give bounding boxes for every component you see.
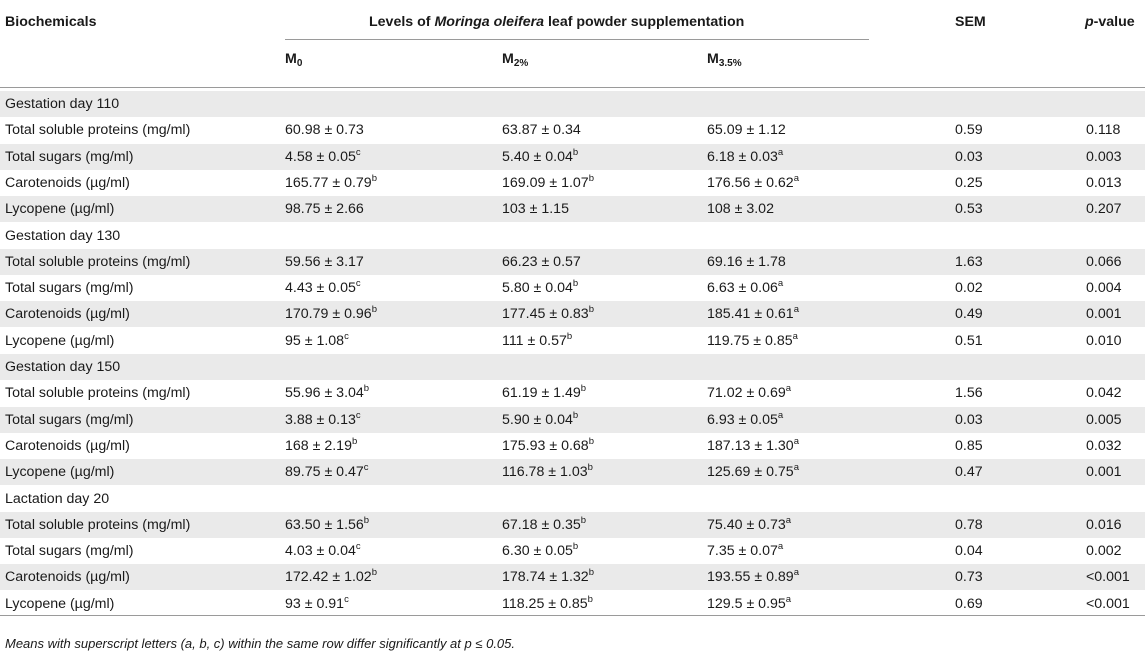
cell-pvalue (1086, 380, 1122, 406)
cell-pvalue-value: <0.001 (1086, 595, 1130, 612)
cell-biochemical-value: Carotenoids (µg/ml) (5, 437, 130, 454)
table-bottom-rule (0, 615, 1145, 616)
cell-sem (955, 328, 983, 354)
cell-biochemical-value: Total sugars (mg/ml) (5, 148, 134, 165)
cell-m2-superscript: b (588, 567, 594, 579)
cell-m35 (707, 196, 774, 222)
cell-m35-value: 176.56 ± 0.62 (707, 174, 794, 191)
cell-biochemical-value: Carotenoids (µg/ml) (5, 569, 130, 586)
cell-m0-superscript: c (344, 330, 349, 342)
cell-m35 (707, 512, 791, 538)
header-pvalue (1085, 14, 1135, 30)
cell-m35 (707, 328, 798, 354)
header-sem: SEM (955, 14, 986, 30)
cell-pvalue-value: 0.066 (1086, 253, 1122, 270)
cell-m35-superscript: a (793, 567, 799, 579)
cell-m0-superscript: c (355, 146, 361, 158)
cell-m2-superscript: b (588, 435, 594, 447)
cell-m2-superscript: b (580, 383, 587, 395)
cell-m2-superscript: b (588, 304, 594, 316)
cell-sem (955, 512, 983, 538)
cell-m0 (285, 564, 377, 590)
table-row (0, 117, 1145, 143)
cell-sem-value: 0.49 (955, 306, 983, 323)
cell-m2-value: 103 ± 1.15 (502, 201, 569, 218)
cell-m2 (502, 196, 569, 222)
cell-m35 (707, 407, 783, 433)
cell-biochemical-value: Carotenoids (µg/ml) (5, 174, 130, 191)
cell-pvalue (1086, 117, 1120, 143)
cell-m35-superscript: a (777, 541, 784, 553)
cell-m0-superscript: b (371, 304, 377, 316)
cell-m2 (502, 170, 594, 196)
section-label: Lactation day 20 (5, 490, 110, 507)
cell-m0-value: 63.50 ± 1.56 (285, 516, 364, 533)
table-footnote: Means with superscript letters (a, b, c) within the same row differ significantly at p ≤ 0.05. (5, 636, 516, 651)
cell-sem (955, 196, 983, 222)
table-row (0, 380, 1145, 406)
cell-m2 (502, 328, 572, 354)
cell-m35 (707, 249, 786, 275)
cell-sem (955, 117, 983, 143)
cell-m0-superscript: b (371, 172, 377, 184)
header-pvalue-suffix: -value (1093, 14, 1135, 30)
cell-sem-value: 0.04 (955, 543, 983, 560)
cell-biochemical (5, 249, 190, 275)
cell-m35-superscript: a (793, 435, 799, 447)
cell-m0-value: 95 ± 1.08 (285, 332, 345, 349)
header-m35 (707, 51, 742, 67)
cell-sem-value: 0.03 (955, 148, 983, 165)
cell-m0-value: 172.42 ± 1.02 (285, 569, 372, 586)
cell-pvalue-value: 0.004 (1086, 280, 1122, 297)
cell-m2 (502, 117, 581, 143)
cell-pvalue (1086, 275, 1122, 301)
cell-sem (955, 564, 983, 590)
cell-biochemical (5, 275, 134, 301)
cell-m35-value: 65.09 ± 1.12 (707, 122, 786, 139)
cell-m2-value: 178.74 ± 1.32 (502, 569, 589, 586)
cell-m2-superscript: b (572, 278, 579, 290)
cell-m35-superscript: a (785, 383, 792, 395)
cell-sem-value: 0.51 (955, 332, 983, 349)
cell-m35-value: 75.40 ± 0.73 (707, 516, 786, 533)
cell-m2 (502, 591, 593, 617)
cell-m35 (707, 117, 786, 143)
header-group-species: Moringa oleifera (434, 14, 545, 30)
cell-sem-value: 0.47 (955, 464, 983, 481)
cell-sem (955, 591, 983, 617)
cell-biochemical (5, 407, 134, 433)
section-label: Gestation day 110 (5, 96, 120, 112)
cell-pvalue-value: <0.001 (1086, 569, 1130, 586)
cell-m0 (285, 407, 361, 433)
cell-sem (955, 380, 983, 406)
cell-m0-value: 168 ± 2.19 (285, 437, 352, 454)
cell-m2-value: 111 ± 0.57 (502, 332, 567, 349)
cell-m0-superscript: c (355, 409, 361, 421)
cell-biochemical-value: Total soluble proteins (mg/ml) (5, 516, 191, 533)
cell-m2-superscript: b (580, 514, 587, 526)
cell-pvalue (1086, 433, 1122, 459)
header-bottom-rule (0, 87, 1145, 88)
cell-m35-value: 6.93 ± 0.05 (707, 411, 778, 428)
cell-m2 (502, 564, 594, 590)
cell-biochemical (5, 459, 114, 485)
cell-sem-value: 0.69 (955, 595, 983, 612)
cell-m35 (707, 380, 791, 406)
cell-m2 (502, 512, 586, 538)
cell-m0-value: 89.75 ± 0.47 (285, 464, 364, 481)
cell-pvalue (1086, 301, 1122, 327)
cell-sem-value: 0.53 (955, 201, 983, 218)
cell-pvalue (1086, 407, 1122, 433)
cell-m35-value: 6.63 ± 0.06 (707, 280, 778, 297)
cell-m35-value: 119.75 ± 0.85 (707, 332, 793, 349)
cell-pvalue (1086, 591, 1130, 617)
section-row (0, 486, 1145, 512)
cell-pvalue (1086, 459, 1122, 485)
cell-pvalue (1086, 538, 1122, 564)
cell-biochemical (5, 117, 190, 143)
cell-m2-superscript: b (587, 462, 593, 474)
cell-m2-value: 5.40 ± 0.04 (502, 148, 573, 165)
cell-m0-superscript: b (351, 435, 358, 447)
cell-pvalue (1086, 196, 1122, 222)
cell-sem-value: 0.85 (955, 437, 983, 454)
cell-sem (955, 433, 983, 459)
cell-pvalue-value: 0.016 (1086, 516, 1122, 533)
cell-m0-value: 93 ± 0.91 (285, 595, 345, 612)
cell-m2-superscript: b (572, 146, 579, 158)
cell-biochemical (5, 538, 134, 564)
cell-m35-value: 7.35 ± 0.07 (707, 543, 778, 560)
cell-m0-value: 59.56 ± 3.17 (285, 253, 364, 270)
header-group-prefix: Levels of (369, 14, 435, 30)
cell-m2-value: 177.45 ± 0.83 (502, 306, 589, 323)
table-row (0, 328, 1145, 354)
cell-biochemical (5, 301, 130, 327)
table-row (0, 301, 1145, 327)
table-row (0, 512, 1145, 538)
section-row (0, 223, 1145, 249)
cell-m0-value: 4.58 ± 0.05 (285, 148, 356, 165)
cell-m2-value: 61.19 ± 1.49 (502, 385, 581, 402)
cell-m35-superscript: a (777, 278, 784, 290)
cell-m35-value: 71.02 ± 0.69 (707, 385, 786, 402)
cell-sem (955, 459, 983, 485)
cell-m35 (707, 564, 799, 590)
group-header-rule (285, 39, 869, 40)
cell-biochemical-value: Total soluble proteins (mg/ml) (5, 253, 191, 270)
cell-m0 (285, 328, 349, 354)
header-m2-sub: 2% (513, 58, 529, 69)
cell-sem (955, 275, 983, 301)
cell-m2 (502, 249, 581, 275)
cell-m2-value: 66.23 ± 0.57 (502, 253, 581, 270)
cell-m0-superscript: b (363, 514, 370, 526)
cell-pvalue-value: 0.003 (1086, 148, 1122, 165)
cell-m35-superscript: a (777, 409, 784, 421)
cell-m35-value: 6.18 ± 0.03 (707, 148, 778, 165)
cell-m2 (502, 459, 593, 485)
cell-sem-value: 0.03 (955, 411, 983, 428)
cell-pvalue (1086, 512, 1122, 538)
cell-m35 (707, 538, 783, 564)
cell-m2 (502, 144, 578, 170)
cell-pvalue-value: 0.001 (1086, 464, 1122, 481)
cell-m0-superscript: c (344, 593, 349, 605)
cell-sem-value: 0.59 (955, 122, 983, 139)
cell-biochemical-value: Lycopene (µg/ml) (5, 595, 115, 612)
table-row (0, 144, 1145, 170)
cell-sem (955, 170, 983, 196)
cell-biochemical (5, 144, 134, 170)
section-label: Gestation day 150 (5, 359, 121, 375)
cell-m2 (502, 538, 578, 564)
cell-pvalue-value: 0.010 (1086, 332, 1122, 349)
cell-pvalue (1086, 564, 1130, 590)
cell-m35-value: 187.13 ± 1.30 (707, 437, 794, 454)
cell-m0-value: 4.43 ± 0.05 (285, 280, 356, 297)
section-row (0, 91, 1145, 117)
table-row (0, 196, 1145, 222)
header-supplementation-group (369, 14, 744, 30)
cell-pvalue-value: 0.013 (1086, 174, 1122, 191)
table-row (0, 170, 1145, 196)
cell-pvalue-value: 0.207 (1086, 201, 1122, 218)
cell-m0 (285, 591, 349, 617)
header-m0-base: M (285, 51, 297, 67)
cell-m2-value: 6.30 ± 0.05 (502, 543, 573, 560)
header-m0-sub: 0 (296, 58, 303, 69)
cell-m2-value: 67.18 ± 0.35 (502, 516, 581, 533)
cell-biochemical (5, 433, 130, 459)
header-group-suffix: leaf powder supplementation (544, 14, 745, 30)
cell-m2 (502, 301, 594, 327)
header-m35-base: M (707, 51, 719, 67)
cell-biochemical (5, 512, 190, 538)
cell-biochemical (5, 170, 130, 196)
cell-pvalue-value: 0.118 (1086, 122, 1121, 139)
table-row (0, 459, 1145, 485)
cell-m2-value: 5.80 ± 0.04 (502, 280, 573, 297)
cell-m0 (285, 275, 361, 301)
cell-m0 (285, 380, 369, 406)
section-row (0, 354, 1145, 380)
cell-m2-value: 175.93 ± 0.68 (502, 437, 589, 454)
cell-pvalue (1086, 144, 1122, 170)
cell-biochemical-value: Total sugars (mg/ml) (5, 411, 134, 428)
cell-biochemical-value: Carotenoids (µg/ml) (5, 306, 130, 323)
cell-pvalue-value: 0.002 (1086, 543, 1122, 560)
cell-biochemical (5, 196, 114, 222)
cell-m35-superscript: a (785, 514, 792, 526)
cell-sem-value: 0.25 (955, 174, 983, 191)
cell-m0-superscript: c (355, 278, 361, 290)
cell-m0-superscript: c (355, 541, 361, 553)
cell-m35-superscript: a (792, 330, 798, 342)
cell-sem-value: 0.73 (955, 569, 983, 586)
cell-sem (955, 407, 983, 433)
cell-pvalue (1086, 328, 1122, 354)
header-biochemicals: Biochemicals (5, 14, 97, 30)
cell-m35-superscript: a (793, 462, 799, 474)
header-m2 (502, 51, 528, 67)
cell-m2 (502, 407, 578, 433)
cell-m35 (707, 433, 799, 459)
cell-m2 (502, 433, 594, 459)
cell-m0 (285, 170, 377, 196)
cell-m0-superscript: b (363, 383, 370, 395)
cell-sem (955, 301, 983, 327)
cell-m35-value: 125.69 ± 0.75 (707, 464, 794, 481)
cell-sem-value: 1.63 (955, 253, 983, 270)
table-row (0, 249, 1145, 275)
cell-sem-value: 0.78 (955, 516, 983, 533)
cell-m0-value: 55.96 ± 3.04 (285, 385, 364, 402)
cell-m35 (707, 459, 799, 485)
cell-m0 (285, 512, 369, 538)
cell-biochemical-value: Total sugars (mg/ml) (5, 543, 134, 560)
cell-biochemical (5, 564, 130, 590)
cell-biochemical-value: Total sugars (mg/ml) (5, 280, 134, 297)
cell-m35-superscript: a (793, 172, 799, 184)
header-m35-sub: 3.5% (718, 58, 742, 69)
cell-m35 (707, 144, 783, 170)
cell-m0-value: 165.77 ± 0.79 (285, 174, 372, 191)
table-row (0, 591, 1145, 617)
cell-m0-value: 4.03 ± 0.04 (285, 543, 356, 560)
cell-biochemical-value: Lycopene (µg/ml) (5, 464, 115, 481)
cell-m0 (285, 144, 361, 170)
cell-pvalue-value: 0.005 (1086, 411, 1122, 428)
cell-m0-value: 98.75 ± 2.66 (285, 201, 364, 218)
cell-m0-value: 170.79 ± 0.96 (285, 306, 372, 323)
cell-biochemical (5, 591, 114, 617)
table-row (0, 275, 1145, 301)
header-m2-base: M (502, 51, 514, 67)
cell-m35-value: 108 ± 3.02 (707, 201, 774, 218)
cell-m2 (502, 275, 578, 301)
table-row (0, 407, 1145, 433)
cell-pvalue-value: 0.042 (1086, 385, 1122, 402)
cell-m2 (502, 380, 586, 406)
cell-m0 (285, 301, 377, 327)
cell-m35-value: 69.16 ± 1.78 (707, 253, 786, 270)
cell-m0 (285, 196, 364, 222)
table-row (0, 564, 1145, 590)
cell-biochemical-value: Total soluble proteins (mg/ml) (5, 385, 191, 402)
table-row (0, 538, 1145, 564)
cell-m0-superscript: b (371, 567, 377, 579)
cell-m2-superscript: b (588, 172, 594, 184)
cell-m35-superscript: a (785, 593, 792, 605)
cell-m0 (285, 117, 364, 143)
cell-m35-value: 129.5 ± 0.95 (707, 595, 786, 612)
header-m0 (285, 51, 302, 67)
cell-sem (955, 538, 983, 564)
cell-m2-value: 63.87 ± 0.34 (502, 122, 581, 139)
cell-pvalue-value: 0.001 (1086, 306, 1122, 323)
cell-m2-value: 116.78 ± 1.03 (502, 464, 588, 481)
cell-m2-value: 169.09 ± 1.07 (502, 174, 589, 191)
cell-m35 (707, 591, 791, 617)
cell-sem (955, 249, 983, 275)
cell-m2-value: 5.90 ± 0.04 (502, 411, 573, 428)
cell-m35-superscript: a (793, 304, 799, 316)
cell-biochemical-value: Lycopene (µg/ml) (5, 201, 115, 218)
cell-sem-value: 0.02 (955, 280, 983, 297)
cell-m0 (285, 538, 361, 564)
cell-pvalue (1086, 249, 1122, 275)
cell-m35-superscript: a (777, 146, 784, 158)
cell-biochemical-value: Lycopene (µg/ml) (5, 332, 115, 349)
cell-m35-value: 193.55 ± 0.89 (707, 569, 794, 586)
cell-biochemical (5, 380, 190, 406)
header-pvalue-p: p (1085, 14, 1094, 30)
cell-m35 (707, 275, 783, 301)
cell-sem (955, 144, 983, 170)
cell-m35-value: 185.41 ± 0.61 (707, 306, 794, 323)
cell-pvalue (1086, 170, 1122, 196)
cell-sem-value: 1.56 (955, 385, 983, 402)
cell-m0-value: 60.98 ± 0.73 (285, 122, 364, 139)
cell-m2-value: 118.25 ± 0.85 (502, 595, 588, 612)
table-row (0, 433, 1145, 459)
cell-m0 (285, 433, 357, 459)
cell-m0 (285, 459, 369, 485)
cell-m2-superscript: b (587, 593, 593, 605)
cell-m0-superscript: c (363, 462, 369, 474)
cell-pvalue-value: 0.032 (1086, 437, 1122, 454)
cell-m35 (707, 170, 799, 196)
cell-m35 (707, 301, 799, 327)
cell-m0 (285, 249, 364, 275)
cell-biochemical-value: Total soluble proteins (mg/ml) (5, 122, 191, 139)
cell-m2-superscript: b (572, 541, 579, 553)
section-label: Gestation day 130 (5, 227, 121, 244)
cell-m0-value: 3.88 ± 0.13 (285, 411, 356, 428)
cell-biochemical (5, 328, 114, 354)
cell-m2-superscript: b (566, 330, 573, 342)
cell-m2-superscript: b (572, 409, 579, 421)
